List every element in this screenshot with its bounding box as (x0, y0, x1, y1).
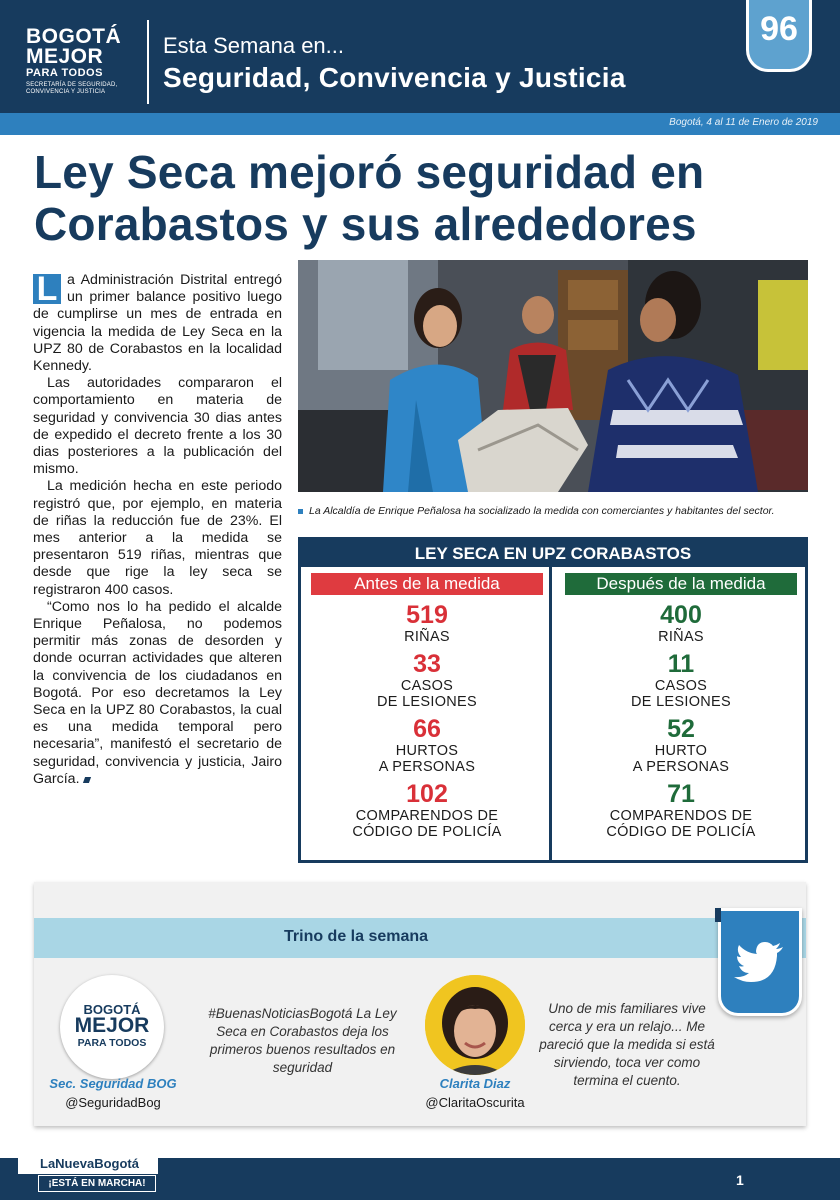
paragraph-4 (33, 599, 282, 788)
end-mark-icon (82, 777, 90, 783)
article-photo (298, 260, 808, 492)
avatar-logo-line-2: MEJOR (74, 1014, 150, 1037)
twitter-badge (718, 908, 802, 1016)
stat-value: 52 (667, 715, 695, 743)
stat-label: RIÑAS (404, 629, 450, 645)
stat-label: CASOS DE LESIONES (377, 678, 477, 710)
newsletter-kicker: Esta Semana en... (163, 33, 344, 58)
tweet1-author-name: Sec. Seguridad BOG (49, 1076, 177, 1091)
logo-line-1: BOGOTÁ (26, 25, 122, 48)
statistics-title: LEY SECA EN UPZ CORABASTOS (301, 540, 805, 567)
paragraph-1 (33, 272, 282, 375)
stat-item (565, 715, 797, 775)
after-header: Después de la medida (565, 573, 797, 595)
date-bar (0, 113, 840, 135)
stat-item (311, 650, 543, 710)
article-headline (34, 146, 814, 250)
paragraph-4-text: “Como nos lo ha pedido el alcalde Enrique Peñalosa, no podemos permitir más zonas de desorden y donde ocurran actividades que alteren la convivencia de los ciudadanos en Bogotá. Por eso decretamos la Ley Seca en la UPZ 80 Corabastos, la cual es una medida temporal pero necesaria”, manifestó el secretario de seguridad, convivencia y justicia, Jairo García. (33, 598, 282, 787)
stat-label: COMPARENDOS DE CÓDIGO DE POLICÍA (606, 808, 756, 840)
stat-label: CASOS DE LESIONES (631, 678, 731, 710)
footer-tagline: ¡ESTÁ EN MARCHA! (38, 1175, 156, 1192)
portrait-illustration (425, 975, 525, 1075)
paragraph-2: Las autoridades compararon el comportamiento en materia de seguridad y convivencia 30 dias antes de expedido el decreto frente a los 30 dias posteriores a la publicación del mismo. (33, 375, 282, 478)
stat-value: 66 (413, 715, 441, 743)
logo-line-4: SECRETARÍA DE SEGURIDAD, CONVIVENCIA Y JUSTICIA (26, 82, 118, 95)
drop-cap: L (33, 274, 61, 304)
bogota-logo (26, 26, 138, 96)
stat-label: HURTO A PERSONAS (632, 743, 730, 775)
after-column (565, 573, 797, 845)
stat-value: 400 (660, 601, 702, 629)
la-nueva-bogota-logo (18, 1154, 158, 1194)
stat-value: 33 (413, 650, 441, 678)
avatar-logo-line-1: BOGOTÁ (83, 1002, 141, 1017)
issue-number-badge: 96 (746, 0, 812, 72)
logo-line-2: MEJOR (26, 45, 104, 68)
stat-item (311, 715, 543, 775)
before-header: Antes de la medida (311, 573, 543, 595)
paragraph-3: La medición hecha en este periodo registró que, por ejemplo, en materia de riñas la reducción fue de 23%. El mes anterior a la medida se presentaron 519 riñas, mientras que desde que rige la ley seca se registraron 400 casos. (33, 478, 282, 598)
photo-caption (298, 505, 828, 517)
avatar-clarita-diaz (425, 975, 525, 1075)
stat-item (565, 780, 797, 840)
tweet-section-band (34, 918, 806, 958)
stat-label: COMPARENDOS DE CÓDIGO DE POLICÍA (352, 808, 502, 840)
article-body (33, 272, 282, 788)
badge-tab (715, 908, 721, 922)
stat-item (565, 650, 797, 710)
tweet-section-title: Trino de la semana (284, 928, 429, 945)
avatar-sec-seguridad (60, 975, 164, 1079)
tweet2-text: Uno de mis familiares vive cerca y era un relajo... Me pareció que la medida si está sirviendo, toca ver como termina el cuento. (539, 1001, 715, 1088)
stat-value: 71 (667, 780, 695, 808)
twitter-bird-icon (721, 911, 799, 1011)
stat-item (311, 601, 543, 645)
before-column (311, 573, 543, 845)
statistics-box (298, 537, 808, 863)
paragraph-1-text: a Administración Distrital entregó un primer balance positivo luego de cumplirse un mes de entrada en vigencia la medida de Ley Seca en la UPZ 80 de Corabastos en la localidad Kennedy. (33, 272, 282, 375)
headline-line-1: Ley Seca mejoró seguridad en (34, 146, 705, 198)
stat-value: 519 (406, 601, 448, 629)
issue-date: Bogotá, 4 al 11 de Enero de 2019 (669, 117, 818, 128)
caption-text: La Alcaldía de Enrique Peñalosa ha socializado la medida con comerciantes y habitantes del sector. (309, 505, 775, 517)
header-divider (147, 20, 149, 104)
tweet2-author-name: Clarita Diaz (439, 1076, 511, 1091)
tweet1-text: #BuenasNoticiasBogotá La Ley Seca en Corabastos deja los primeros buenos resultados en seguridad (208, 1006, 397, 1075)
stat-label: RIÑAS (658, 629, 704, 645)
page-number: 1 (736, 1172, 744, 1188)
stat-value: 11 (667, 650, 695, 678)
tweet2-author-handle: @ClaritaOscurita (425, 1095, 525, 1110)
headline-line-2: Corabastos y sus alrededores (34, 198, 697, 250)
masthead (0, 0, 840, 113)
footer-brand: LaNuevaBogotá (18, 1154, 158, 1174)
stat-label: HURTOS A PERSONAS (378, 743, 476, 775)
bullet-square-icon (298, 509, 303, 514)
stat-item (565, 601, 797, 645)
market-photo-illustration (298, 260, 808, 492)
section-title: Seguridad, Convivencia y Justicia (163, 62, 626, 93)
avatar-logo-line-3: PARA TODOS (77, 1037, 147, 1049)
tweet1-author-handle: @SeguridadBog (65, 1095, 161, 1110)
logo-line-3: PARA TODOS (26, 67, 103, 79)
columns-divider (549, 567, 552, 863)
stat-item (311, 780, 543, 840)
stat-value: 102 (406, 780, 448, 808)
